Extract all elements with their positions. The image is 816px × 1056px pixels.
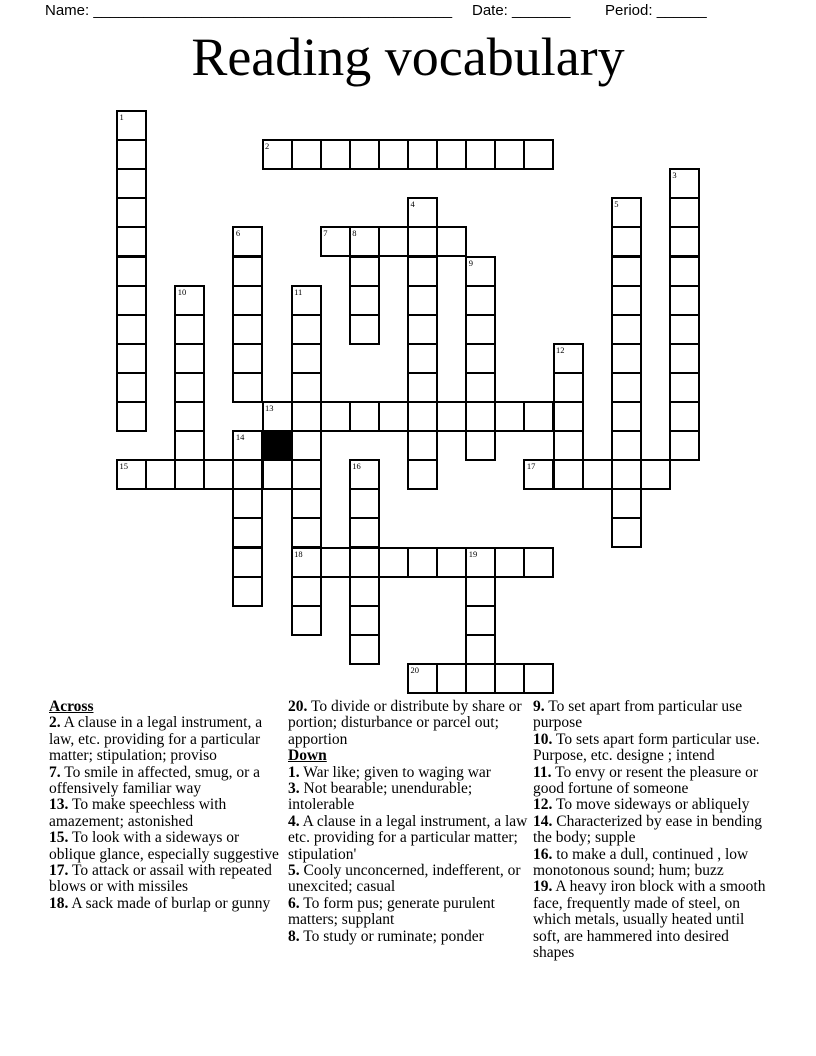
clue-18: 18. A sack made of burlap or gunny bbox=[49, 894, 271, 912]
grid-cell-r6c10[interactable] bbox=[407, 285, 438, 316]
grid-cell-r11c10[interactable] bbox=[407, 430, 438, 461]
grid-number-18: 18 bbox=[294, 548, 303, 559]
clue-12: 12. To move sideways or abliquely bbox=[533, 796, 750, 814]
grid-cell-r5c4[interactable] bbox=[232, 256, 263, 287]
grid-cell-r12c5[interactable] bbox=[262, 459, 293, 490]
grid-cell-r11c15[interactable] bbox=[553, 430, 584, 461]
grid-cell-r7c4[interactable] bbox=[232, 314, 263, 345]
clue-19: 19. A heavy iron block with a smooth face, frequently made of steel, on which metals, usually heated until soft, are hammered into desired shapes bbox=[533, 878, 766, 962]
grid-cell-r2c0[interactable] bbox=[116, 168, 147, 199]
grid-cell-r4c0[interactable] bbox=[116, 226, 147, 257]
clue-1: 1. War like; given to waging war bbox=[288, 763, 491, 781]
grid-cell-r14c4[interactable] bbox=[232, 517, 263, 548]
grid-cell-r3c19[interactable] bbox=[669, 197, 700, 228]
grid-cell-r10c15[interactable] bbox=[553, 401, 584, 432]
grid-cell-r7c12[interactable] bbox=[465, 314, 496, 345]
grid-cell-r10c6[interactable] bbox=[291, 401, 322, 432]
grid-cell-r7c8[interactable] bbox=[349, 314, 380, 345]
grid-cell-r12c10[interactable] bbox=[407, 459, 438, 490]
grid-cell-r4c17[interactable] bbox=[611, 226, 642, 257]
grid-cell-r8c6[interactable] bbox=[291, 343, 322, 374]
period-label: Period: bbox=[605, 2, 653, 19]
grid-cell-r19c11[interactable] bbox=[436, 663, 467, 694]
grid-cell-r12c15[interactable] bbox=[553, 459, 584, 490]
clue-5: 5. Cooly unconcerned, indefferent, or unexcited; casual bbox=[288, 862, 521, 896]
grid-number-17: 17 bbox=[526, 461, 536, 472]
clues-column-2 bbox=[288, 699, 535, 945]
grid-number-4: 4 bbox=[410, 199, 415, 210]
grid-cell-r19c12[interactable] bbox=[465, 663, 496, 694]
grid-number-14: 14 bbox=[235, 432, 245, 443]
clue-8: 8. To study or ruminate; ponder bbox=[288, 927, 484, 945]
grid-cell-r14c17[interactable] bbox=[611, 517, 642, 548]
grid-number-19: 19 bbox=[468, 548, 478, 559]
clue-15: 15. To look with a sideways or oblique glance, especially suggestive bbox=[49, 829, 279, 863]
grid-cell-r1c13[interactable] bbox=[494, 139, 525, 170]
grid-cell-r10c17[interactable] bbox=[611, 401, 642, 432]
grid-cell-r12c2[interactable] bbox=[174, 459, 205, 490]
grid-cell-r16c6[interactable] bbox=[291, 576, 322, 607]
grid-cell-r8c17[interactable] bbox=[611, 343, 642, 374]
grid-cell-r4c19[interactable] bbox=[669, 226, 700, 257]
grid-cell-r9c17[interactable] bbox=[611, 372, 642, 403]
clue-16: 16. to make a dull, continued , low monotonous sound; hum; buzz bbox=[533, 845, 749, 880]
grid-number-8: 8 bbox=[352, 228, 357, 239]
grid-cell-r17c8[interactable] bbox=[349, 605, 380, 636]
grid-number-5: 5 bbox=[614, 199, 619, 210]
grid-cell-r5c10[interactable] bbox=[407, 256, 438, 287]
grid-cell-r13c6[interactable] bbox=[291, 488, 322, 519]
crossword-grid bbox=[116, 110, 702, 696]
grid-cell-r15c7[interactable] bbox=[320, 547, 351, 578]
grid-cell-r5c0[interactable] bbox=[116, 256, 147, 287]
grid-number-1: 1 bbox=[119, 112, 124, 122]
grid-number-20: 20 bbox=[410, 664, 419, 675]
grid-cell-r15c10[interactable] bbox=[407, 547, 438, 578]
grid-number-11: 11 bbox=[294, 286, 303, 297]
grid-cell-r10c12[interactable] bbox=[465, 401, 496, 432]
grid-number-13: 13 bbox=[265, 403, 274, 413]
grid-cell-r16c12[interactable] bbox=[465, 576, 496, 607]
grid-cell-r6c17[interactable] bbox=[611, 285, 642, 316]
grid-number-2: 2 bbox=[265, 141, 270, 152]
grid-cell-r11c17[interactable] bbox=[611, 430, 642, 461]
grid-cell-r9c15[interactable] bbox=[553, 372, 584, 403]
clue-13: 13. To make speechless with amazement; astonished bbox=[49, 796, 227, 830]
grid-cell-r12c4[interactable] bbox=[232, 459, 263, 490]
grid-cell-r10c13[interactable] bbox=[494, 401, 525, 432]
grid-cell-r7c19[interactable] bbox=[669, 314, 700, 345]
grid-cell-r8c19[interactable] bbox=[669, 343, 700, 374]
clues-column-1 bbox=[49, 699, 287, 912]
clue-11: 11. To envy or resent the pleasure or good fortune of someone bbox=[533, 763, 759, 798]
grid-cell-r6c19[interactable] bbox=[669, 285, 700, 316]
grid-cell-r4c11[interactable] bbox=[436, 226, 467, 257]
clue-4: 4. A clause in a legal instrument, a law etc. providing for a particular matter; stipulation' bbox=[288, 812, 528, 863]
grid-cell-r15c8[interactable] bbox=[349, 547, 380, 578]
date-blank[interactable]: _______ bbox=[512, 2, 571, 19]
grid-cell-r5c19[interactable] bbox=[669, 256, 700, 287]
grid-cell-r7c17[interactable] bbox=[611, 314, 642, 345]
date-field bbox=[472, 1, 570, 21]
grid-cell-r7c6[interactable] bbox=[291, 314, 322, 345]
grid-cell-r3c0[interactable] bbox=[116, 197, 147, 228]
grid-cell-black bbox=[262, 430, 293, 461]
name-field bbox=[45, 1, 452, 21]
grid-cell-r10c2[interactable] bbox=[174, 401, 205, 432]
grid-cell-r1c7[interactable] bbox=[320, 139, 351, 170]
grid-cell-r12c17[interactable] bbox=[611, 459, 642, 490]
grid-cell-r10c9[interactable] bbox=[378, 401, 409, 432]
grid-cell-r1c0[interactable] bbox=[116, 139, 147, 170]
grid-cell-r5c8[interactable] bbox=[349, 256, 380, 287]
grid-cell-r10c10[interactable] bbox=[407, 401, 438, 432]
grid-cell-r6c8[interactable] bbox=[349, 285, 380, 316]
grid-cell-r6c0[interactable] bbox=[116, 285, 147, 316]
grid-cell-r1c11[interactable] bbox=[436, 139, 467, 170]
grid-cell-r12c18[interactable] bbox=[640, 459, 671, 490]
clue-3: 3. Not bearable; unendurable; intolerable bbox=[288, 780, 473, 814]
clues-column-3 bbox=[533, 699, 773, 962]
grid-number-3: 3 bbox=[672, 170, 677, 181]
grid-cell-r12c6[interactable] bbox=[291, 459, 322, 490]
grid-cell-r19c13[interactable] bbox=[494, 663, 525, 694]
name-label: Name: bbox=[45, 2, 90, 19]
grid-cell-r18c8[interactable] bbox=[349, 634, 380, 665]
grid-cell-r15c13[interactable] bbox=[494, 547, 525, 578]
grid-cell-r8c12[interactable] bbox=[465, 343, 496, 374]
grid-cell-r10c14[interactable] bbox=[523, 401, 554, 432]
grid-cell-r10c8[interactable] bbox=[349, 401, 380, 432]
period-blank[interactable]: ______ bbox=[656, 2, 707, 19]
grid-cell-r1c14[interactable] bbox=[523, 139, 554, 170]
grid-cell-r15c9[interactable] bbox=[378, 547, 409, 578]
grid-cell-r6c4[interactable] bbox=[232, 285, 263, 316]
clue-2: 2. A clause in a legal instrument, a law, etc. providing for a particular matter; stipulation; proviso bbox=[49, 714, 263, 765]
grid-cell-r9c12[interactable] bbox=[465, 372, 496, 403]
grid-cell-r12c1[interactable] bbox=[145, 459, 176, 490]
grid-number-7: 7 bbox=[323, 228, 328, 239]
grid-cell-r12c3[interactable] bbox=[203, 459, 234, 490]
grid-number-6: 6 bbox=[235, 228, 241, 239]
grid-cell-r8c2[interactable] bbox=[174, 343, 205, 374]
grid-cell-r13c8[interactable] bbox=[349, 488, 380, 519]
grid-cell-r8c10[interactable] bbox=[407, 343, 438, 374]
grid-cell-r11c19[interactable] bbox=[669, 430, 700, 461]
grid-cell-r6c12[interactable] bbox=[465, 285, 496, 316]
clue-10: 10. To sets apart form particular use. Purpose, etc. designe ; intend bbox=[533, 730, 760, 765]
grid-cell-r1c9[interactable] bbox=[378, 139, 409, 170]
clue-14: 14. Characterized by ease in bending the body; supple bbox=[533, 812, 762, 847]
grid-cell-r17c6[interactable] bbox=[291, 605, 322, 636]
grid-cell-r9c6[interactable] bbox=[291, 372, 322, 403]
grid-cell-r5c17[interactable] bbox=[611, 256, 642, 287]
grid-cell-r9c4[interactable] bbox=[232, 372, 263, 403]
clue-7: 7. To smile in affected, smug, or a offensively familiar way bbox=[49, 763, 260, 798]
grid-number-12: 12 bbox=[556, 344, 565, 355]
grid-cell-r16c8[interactable] bbox=[349, 576, 380, 607]
grid-cell-r7c0[interactable] bbox=[116, 314, 147, 345]
grid-cell-r11c2[interactable] bbox=[174, 430, 205, 461]
grid-cell-r15c11[interactable] bbox=[436, 547, 467, 578]
page-title: Reading vocabulary bbox=[191, 27, 625, 87]
clues-header-down: Down bbox=[288, 747, 327, 765]
clue-20: 20. To divide or distribute by share or portion; disturbance or parcel out; apportion bbox=[288, 698, 522, 748]
grid-cell-r11c6[interactable] bbox=[291, 430, 322, 461]
name-blank[interactable]: ___________________________________________ bbox=[93, 2, 453, 19]
clues-header-across: Across bbox=[49, 698, 94, 715]
grid-cell-r10c7[interactable] bbox=[320, 401, 351, 432]
grid-cell-r15c4[interactable] bbox=[232, 547, 263, 578]
grid-number-9: 9 bbox=[468, 257, 473, 268]
grid-cell-r14c6[interactable] bbox=[291, 517, 322, 548]
grid-cell-r1c8[interactable] bbox=[349, 139, 380, 170]
grid-cell-r12c16[interactable] bbox=[582, 459, 613, 490]
grid-cell-r4c10[interactable] bbox=[407, 226, 438, 257]
grid-cell-r10c11[interactable] bbox=[436, 401, 467, 432]
grid-cell-r10c0[interactable] bbox=[116, 401, 147, 432]
grid-cell-r7c2[interactable] bbox=[174, 314, 205, 345]
grid-cell-r13c4[interactable] bbox=[232, 488, 263, 519]
date-label: Date: bbox=[472, 2, 508, 19]
grid-cell-r8c4[interactable] bbox=[232, 343, 263, 374]
grid-cell-r1c6[interactable] bbox=[291, 139, 322, 170]
grid-cell-r9c2[interactable] bbox=[174, 372, 205, 403]
grid-cell-r10c19[interactable] bbox=[669, 401, 700, 432]
clue-6: 6. To form pus; generate purulent matters; supplant bbox=[288, 894, 495, 929]
grid-cell-r14c8[interactable] bbox=[349, 517, 380, 548]
grid-number-15: 15 bbox=[119, 461, 128, 472]
clue-17: 17. To attack or assail with repeated blows or with missiles bbox=[49, 862, 272, 896]
clue-9: 9. To set apart from particular use purpose bbox=[533, 698, 743, 732]
grid-cell-r7c10[interactable] bbox=[407, 314, 438, 345]
grid-number-10: 10 bbox=[177, 286, 187, 297]
grid-cell-r8c0[interactable] bbox=[116, 343, 147, 374]
grid-cell-r19c14[interactable] bbox=[523, 663, 554, 694]
grid-cell-r1c10[interactable] bbox=[407, 139, 438, 170]
grid-cell-r4c9[interactable] bbox=[378, 226, 409, 257]
grid-cell-r15c14[interactable] bbox=[523, 547, 554, 578]
grid-cell-r16c4[interactable] bbox=[232, 576, 263, 607]
grid-cell-r9c10[interactable] bbox=[407, 372, 438, 403]
grid-cell-r11c12[interactable] bbox=[465, 430, 496, 461]
period-field bbox=[605, 1, 707, 21]
grid-cell-r1c12[interactable] bbox=[465, 139, 496, 170]
grid-number-16: 16 bbox=[352, 461, 361, 472]
grid-cell-r17c12[interactable] bbox=[465, 605, 496, 636]
grid-cell-r18c12[interactable] bbox=[465, 634, 496, 665]
grid-cell-r13c17[interactable] bbox=[611, 488, 642, 519]
grid-cell-r9c19[interactable] bbox=[669, 372, 700, 403]
grid-cell-r9c0[interactable] bbox=[116, 372, 147, 403]
